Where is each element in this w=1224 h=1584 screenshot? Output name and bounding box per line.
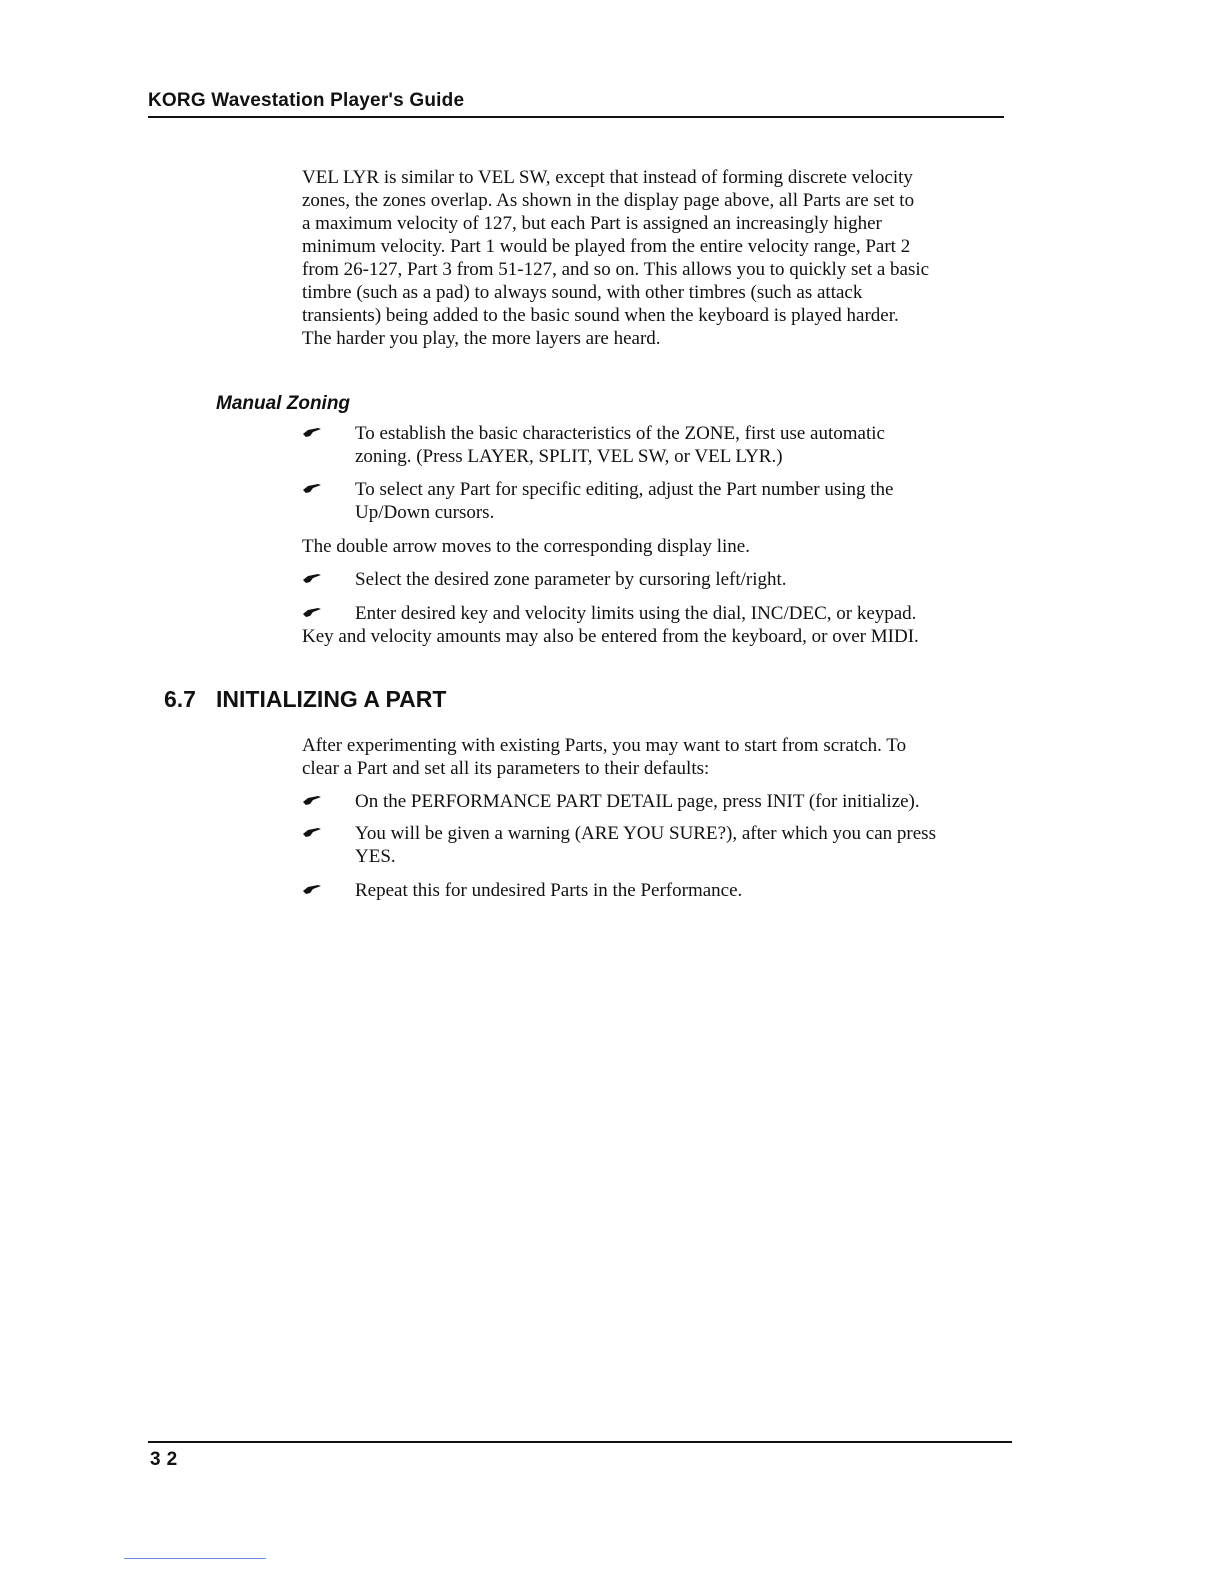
- paragraph-line: a maximum velocity of 127, but each Part is assigned an increasingly higher: [302, 213, 882, 234]
- manual-zoning-heading: Manual Zoning: [216, 393, 351, 414]
- init-bullet-1: [302, 790, 1002, 813]
- paragraph-line: After experimenting with existing Parts, you may want to start from scratch. To: [302, 735, 907, 756]
- init-bullet-2: [302, 822, 1002, 868]
- running-header: KORG Wavestation Player's Guide: [148, 90, 465, 111]
- paragraph-line: zones, the zones overlap. As shown in the display page above, all Parts are set to: [302, 190, 915, 211]
- paragraph-line: timbre (such as a pad) to always sound, with other timbres (such as attack: [302, 282, 863, 303]
- double-arrow-note: The double arrow moves to the corresponding display line.: [302, 536, 750, 557]
- bullet-4-continuation: Key and velocity amounts may also be entered from the keyboard, or over MIDI.: [302, 626, 919, 647]
- bottom-accent-line: [124, 1558, 266, 1559]
- paragraph-line: VEL LYR is similar to VEL SW, except that instead of forming discrete velocity: [302, 167, 913, 188]
- footer-rule: [148, 1441, 1012, 1443]
- manual-zoning-bullet-4: [302, 602, 1002, 625]
- pointing-hand-icon: [302, 882, 322, 896]
- page-number: 32: [150, 1449, 184, 1470]
- bullet-text: Select the desired zone parameter by cursoring left/right.: [355, 569, 787, 590]
- paragraph-line: The harder you play, the more layers are heard.: [302, 328, 661, 349]
- intro-paragraph: [302, 166, 1002, 350]
- bullet-text: Up/Down cursors.: [355, 502, 495, 523]
- paragraph-line: from 26-127, Part 3 from 51-127, and so on. This allows you to quickly set a basic: [302, 259, 930, 280]
- section-intro: [302, 734, 1002, 780]
- init-bullet-3: [302, 879, 1002, 902]
- pointing-hand-icon: [302, 425, 322, 439]
- bullet-text: zoning. (Press LAYER, SPLIT, VEL SW, or VEL LYR.): [355, 446, 783, 467]
- paragraph-line: minimum velocity. Part 1 would be played from the entire velocity range, Part 2: [302, 236, 911, 257]
- bullet-text: On the PERFORMANCE PART DETAIL page, press INIT (for initialize).: [355, 791, 920, 812]
- pointing-hand-icon: [302, 481, 322, 495]
- pointing-hand-icon: [302, 571, 322, 585]
- bullet-text: Enter desired key and velocity limits using the dial, INC/DEC, or keypad.: [355, 603, 917, 624]
- section-title: INITIALIZING A PART: [216, 686, 447, 712]
- pointing-hand-icon: [302, 825, 322, 839]
- manual-zoning-bullet-3: [302, 568, 1002, 591]
- section-heading: [164, 686, 446, 713]
- bullet-text: You will be given a warning (ARE YOU SURE?), after which you can press: [355, 823, 936, 844]
- pointing-hand-icon: [302, 793, 322, 807]
- bullet-text: To establish the basic characteristics of the ZONE, first use automatic: [355, 423, 885, 444]
- bullet-text: To select any Part for specific editing, adjust the Part number using the: [355, 479, 894, 500]
- bullet-text: Repeat this for undesired Parts in the Performance.: [355, 880, 743, 901]
- bullet-text: YES.: [355, 846, 396, 867]
- paragraph-line: clear a Part and set all its parameters to their defaults:: [302, 758, 710, 779]
- manual-zoning-bullet-2: [302, 478, 1002, 524]
- manual-zoning-bullet-1: [302, 422, 1002, 468]
- header-rule: [148, 116, 1004, 118]
- section-number: 6.7: [164, 686, 196, 712]
- paragraph-line: transients) being added to the basic sound when the keyboard is played harder.: [302, 305, 899, 326]
- pointing-hand-icon: [302, 605, 322, 619]
